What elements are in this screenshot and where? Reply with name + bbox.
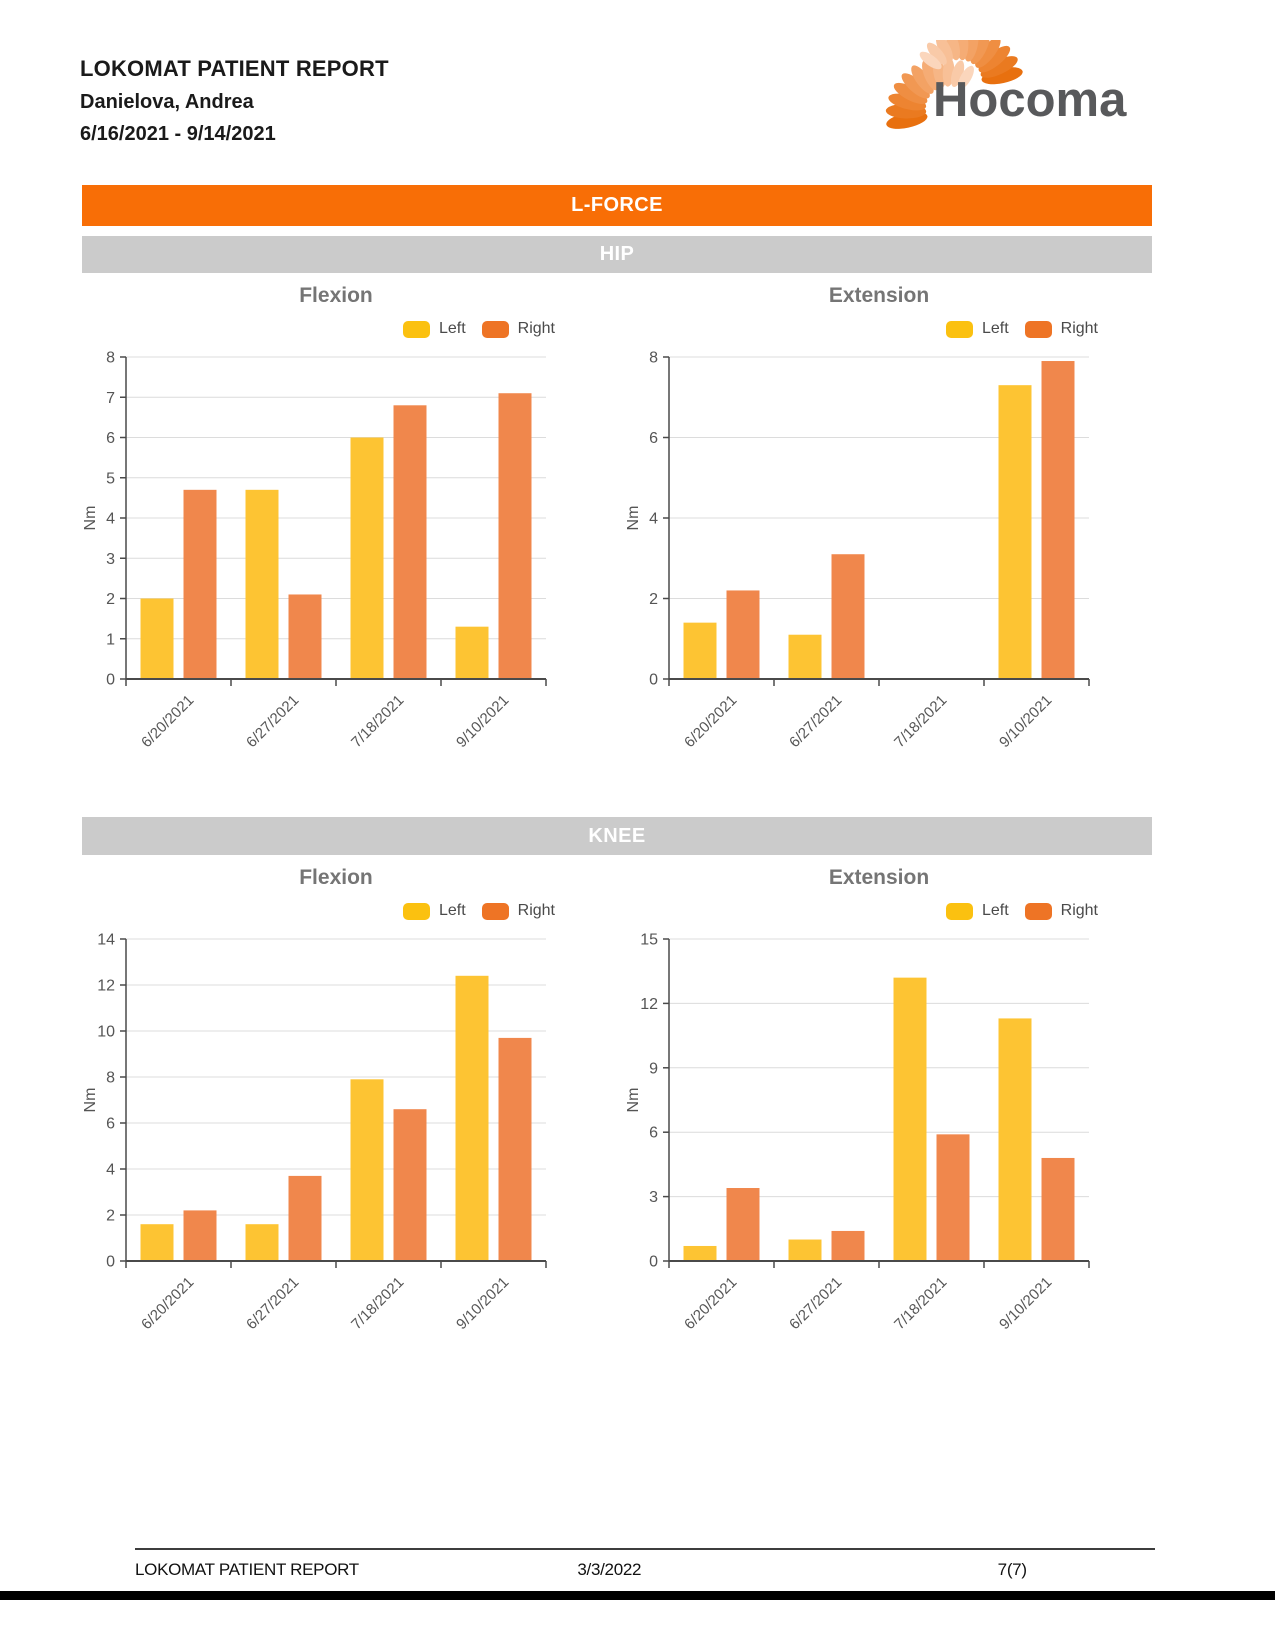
chart-title: Flexion [299, 284, 373, 307]
legend-right-swatch [482, 903, 509, 920]
chart-hip-extension [623, 284, 1105, 753]
banner-hip: HIP [82, 236, 1152, 273]
svg-text:3: 3 [649, 1189, 658, 1207]
hip-flexion-chart-svg [80, 343, 562, 753]
legend-left-swatch [946, 321, 973, 338]
legend-left-swatch [403, 321, 430, 338]
svg-text:6/20/2021: 6/20/2021 [138, 691, 198, 752]
svg-text:6/20/2021: 6/20/2021 [681, 691, 741, 752]
chart-title: Extension [828, 284, 930, 307]
legend-left-label: Left [438, 320, 466, 337]
svg-text:Nm: Nm [82, 505, 99, 531]
svg-text:6: 6 [106, 430, 115, 447]
legend-right-swatch [1025, 321, 1052, 338]
svg-text:6/27/2021: 6/27/2021 [243, 691, 303, 752]
chart-title: Flexion [299, 866, 373, 889]
svg-text:6: 6 [649, 430, 658, 447]
banner-knee: KNEE [82, 817, 1152, 855]
svg-text:5: 5 [106, 470, 115, 488]
legend-right-label: Right [1060, 902, 1098, 919]
svg-text:9/10/2021: 9/10/2021 [453, 1273, 513, 1334]
legend-right-swatch [1025, 903, 1052, 920]
page-bottom-bar [0, 1591, 1275, 1600]
svg-text:0: 0 [106, 671, 115, 689]
footer-report-title: LOKOMAT PATIENT REPORT [135, 1560, 359, 1579]
svg-text:2: 2 [106, 591, 115, 608]
svg-text:0: 0 [649, 671, 658, 689]
legend-left-swatch [403, 903, 430, 920]
hocoma-logo-swirl-icon [845, 40, 1135, 152]
legend-right-label: Right [1060, 320, 1098, 337]
footer-date: 3/3/2022 [577, 1560, 642, 1579]
hip-extension-chart-svg [623, 343, 1105, 753]
svg-text:7/18/2021: 7/18/2021 [348, 691, 408, 752]
svg-text:Nm: Nm [82, 1087, 99, 1113]
svg-text:6/27/2021: 6/27/2021 [786, 1273, 846, 1334]
footer-divider [135, 1548, 1155, 1550]
svg-text:6/20/2021: 6/20/2021 [138, 1273, 198, 1334]
svg-text:7/18/2021: 7/18/2021 [348, 1273, 408, 1334]
svg-text:12: 12 [97, 977, 115, 995]
svg-text:8: 8 [106, 349, 115, 367]
svg-text:15: 15 [640, 931, 658, 949]
svg-text:4: 4 [106, 1161, 115, 1179]
chart-legend [623, 319, 1105, 339]
svg-text:1: 1 [106, 631, 115, 649]
knee-extension-chart-svg [623, 925, 1105, 1335]
legend-right-label: Right [517, 320, 555, 337]
report-header [80, 56, 389, 146]
svg-text:9/10/2021: 9/10/2021 [453, 691, 513, 752]
legend-left-label: Left [438, 902, 466, 919]
chart-legend [80, 901, 562, 921]
svg-text:3: 3 [106, 550, 115, 568]
svg-text:0: 0 [106, 1253, 115, 1271]
chart-knee-extension [623, 866, 1105, 1335]
footer-page-number: 7(7) [997, 1560, 1027, 1579]
svg-text:Nm: Nm [625, 1087, 642, 1113]
svg-text:Nm: Nm [625, 505, 642, 531]
svg-text:9/10/2021: 9/10/2021 [996, 691, 1056, 752]
chart-legend [80, 319, 562, 339]
svg-text:6: 6 [649, 1124, 658, 1142]
svg-text:6/20/2021: 6/20/2021 [681, 1273, 741, 1334]
svg-text:6/27/2021: 6/27/2021 [243, 1273, 303, 1334]
report-date-range: 6/16/2021 - 9/14/2021 [80, 123, 276, 145]
report-title: LOKOMAT PATIENT REPORT [80, 56, 389, 81]
legend-left-label: Left [981, 902, 1009, 919]
legend-right-label: Right [517, 902, 555, 919]
svg-text:9: 9 [649, 1060, 658, 1078]
banner-lforce: L-FORCE [82, 185, 1152, 226]
patient-name: Danielova, Andrea [80, 91, 254, 113]
svg-text:7: 7 [106, 389, 115, 407]
svg-text:10: 10 [97, 1023, 115, 1041]
svg-text:9/10/2021: 9/10/2021 [996, 1273, 1056, 1334]
svg-text:0: 0 [649, 1253, 658, 1271]
svg-text:2: 2 [649, 591, 658, 608]
svg-text:12: 12 [640, 995, 658, 1013]
svg-text:14: 14 [97, 931, 115, 949]
legend-right-swatch [482, 321, 509, 338]
svg-text:2: 2 [106, 1207, 115, 1225]
legend-left-swatch [946, 903, 973, 920]
legend-left-label: Left [981, 320, 1009, 337]
chart-title: Extension [828, 866, 930, 889]
svg-text:8: 8 [649, 349, 658, 367]
chart-knee-flexion [80, 866, 562, 1335]
svg-text:Hocoma: Hocoma [933, 73, 1127, 127]
chart-legend [623, 901, 1105, 921]
svg-text:7/18/2021: 7/18/2021 [891, 1273, 951, 1334]
hocoma-logo [845, 40, 1135, 152]
svg-text:7/18/2021: 7/18/2021 [891, 691, 951, 752]
svg-text:4: 4 [649, 510, 658, 528]
svg-text:6: 6 [106, 1115, 115, 1133]
chart-hip-flexion [80, 284, 562, 753]
knee-flexion-chart-svg [80, 925, 562, 1335]
report-footer [135, 1560, 1155, 1584]
svg-text:8: 8 [106, 1069, 115, 1087]
svg-text:6/27/2021: 6/27/2021 [786, 691, 846, 752]
svg-text:4: 4 [106, 510, 115, 528]
